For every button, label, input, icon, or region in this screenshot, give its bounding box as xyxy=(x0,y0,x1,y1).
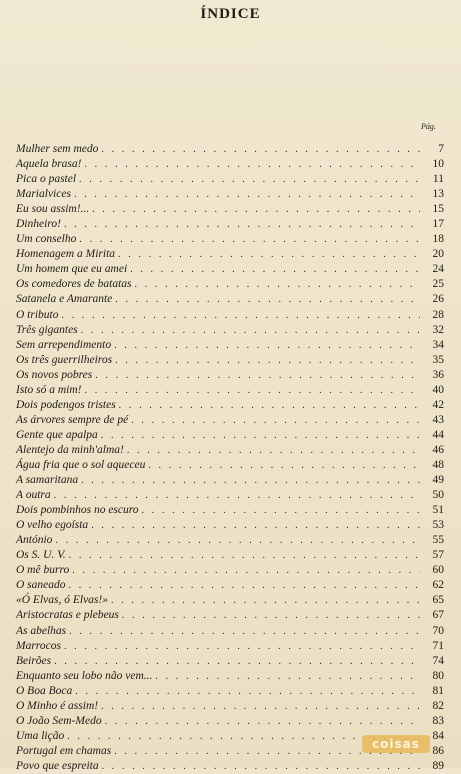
toc-entry-title: Pica o pastel xyxy=(16,173,77,186)
toc-entry-page-number: 46 xyxy=(432,443,444,456)
toc-entry-title: A outra xyxy=(16,489,51,502)
toc-entry-title: Um conselho xyxy=(16,233,77,246)
toc-entry-title: Isto só a mim! xyxy=(16,383,82,396)
dot-leader xyxy=(115,353,420,368)
toc-entry-page-number: 15 xyxy=(432,203,444,216)
toc-entry-title: O João Sem-Medo xyxy=(16,714,102,727)
toc-entry xyxy=(16,458,444,473)
toc-entry xyxy=(16,639,444,654)
dot-leader xyxy=(127,443,420,458)
toc-entry-title: Dinheiro! xyxy=(16,218,61,231)
toc-entry-title: Marrocos xyxy=(16,639,61,652)
toc-entry xyxy=(16,699,444,714)
dot-leader xyxy=(85,383,421,398)
toc-entry xyxy=(16,353,444,368)
toc-entry-title: Três gigantes xyxy=(16,323,78,336)
toc-entry-page-number: 36 xyxy=(432,368,444,381)
page-title: ÍNDICE xyxy=(200,6,261,22)
dot-leader xyxy=(130,262,420,277)
toc-entry-title: Os comedores de batatas xyxy=(16,278,132,291)
toc-entry-page-number: 82 xyxy=(432,699,444,712)
toc-entry xyxy=(16,654,444,669)
toc-entry-page-number: 49 xyxy=(432,474,444,487)
toc-entry xyxy=(16,503,444,518)
toc-entry xyxy=(16,684,444,699)
dot-leader xyxy=(54,488,420,503)
toc-entry xyxy=(16,172,444,187)
toc-entry xyxy=(16,338,444,353)
dot-leader xyxy=(101,142,420,157)
dot-leader xyxy=(79,232,420,247)
dot-leader xyxy=(64,639,420,654)
toc-entry-page-number: 81 xyxy=(432,684,444,697)
toc-entry-title: Beirões xyxy=(16,654,52,667)
toc-entry-page-number: 65 xyxy=(432,594,444,607)
page-column-label: Pág. xyxy=(421,122,436,131)
dot-leader xyxy=(115,292,420,307)
toc-entry-title: O velho egoísta xyxy=(16,519,89,532)
toc-entry-title: Aquela brasa! xyxy=(16,158,82,171)
toc-entry-title: «Ó Elvas, ó Elvas!» xyxy=(16,594,108,607)
toc-entry-page-number: 80 xyxy=(432,669,444,682)
toc-entry xyxy=(16,232,444,247)
dot-leader xyxy=(72,563,420,578)
toc-entry-title: Água fria que o sol aqueceu xyxy=(16,458,146,471)
toc-entry-page-number: 10 xyxy=(432,158,444,171)
toc-entry-page-number: 25 xyxy=(432,278,444,291)
toc-entry xyxy=(16,624,444,639)
dot-leader xyxy=(69,578,420,593)
watermark-logo: coisas xyxy=(362,735,430,753)
toc-entry xyxy=(16,413,444,428)
toc-entry xyxy=(16,323,444,338)
toc-entry-page-number: 24 xyxy=(432,263,444,276)
toc-entry-page-number: 40 xyxy=(432,383,444,396)
toc-entry xyxy=(16,593,444,608)
toc-entry-title: A samaritana xyxy=(16,474,79,487)
dot-leader xyxy=(118,247,420,262)
dot-leader xyxy=(101,428,420,443)
dot-leader xyxy=(62,308,421,323)
dot-leader xyxy=(131,413,420,428)
toc-entry-page-number: 51 xyxy=(432,504,444,517)
toc-entry xyxy=(16,759,444,774)
toc-entry-page-number: 62 xyxy=(432,579,444,592)
dot-leader xyxy=(64,217,420,232)
toc-entry-page-number: 70 xyxy=(432,624,444,637)
toc-entry-page-number: 32 xyxy=(432,323,444,336)
toc-entry xyxy=(16,578,444,593)
toc-entry-page-number: 13 xyxy=(432,188,444,201)
toc-entry-page-number: 26 xyxy=(432,293,444,306)
toc-entry-page-number: 43 xyxy=(432,413,444,426)
toc-entry xyxy=(16,157,444,172)
toc-entry xyxy=(16,368,444,383)
toc-entry xyxy=(16,473,444,488)
toc-entry-page-number: 34 xyxy=(432,338,444,351)
toc-entry-title: O tributo xyxy=(16,308,59,321)
dot-leader xyxy=(55,533,420,548)
toc-entry-title: Uma lição xyxy=(16,729,65,742)
toc-entry-title: Povo que espreita xyxy=(16,759,99,772)
toc-entry-title: Enquanto seu lobo não vem... xyxy=(16,669,153,682)
toc-entry-page-number: 67 xyxy=(432,609,444,622)
dot-leader xyxy=(101,699,420,714)
dot-leader xyxy=(119,398,420,413)
toc-entry-page-number: 53 xyxy=(432,519,444,532)
toc-entry xyxy=(16,247,444,262)
dot-leader xyxy=(142,503,420,518)
toc-entry-title: O saneado xyxy=(16,579,66,592)
dot-leader xyxy=(69,548,420,563)
toc-entry xyxy=(16,669,444,684)
toc-entry-page-number: 50 xyxy=(432,489,444,502)
toc-entry xyxy=(16,202,444,217)
toc-entry-page-number: 57 xyxy=(432,549,444,562)
toc-entry-title: Os S. U. V. xyxy=(16,549,66,562)
toc-entry-page-number: 11 xyxy=(432,173,444,186)
toc-entry-title: As árvores sempre de pé xyxy=(16,413,129,426)
toc-entry-title: Um homem que eu amei xyxy=(16,263,128,276)
toc-entry xyxy=(16,443,444,458)
toc-entry-title: Aristocratas e plebeus xyxy=(16,609,119,622)
toc-entry-page-number: 7 xyxy=(438,143,444,155)
toc-entry-page-number: 74 xyxy=(432,654,444,667)
dot-leader xyxy=(81,323,420,338)
toc-entry-title: Sem arrependimento xyxy=(16,338,112,351)
toc-entry xyxy=(16,187,444,202)
toc-entry-title: Portugal em chamas xyxy=(16,744,112,757)
toc-entry-page-number: 17 xyxy=(432,218,444,231)
dot-leader xyxy=(114,338,420,353)
toc-entry-page-number: 48 xyxy=(432,458,444,471)
dot-leader xyxy=(54,654,420,669)
dot-leader xyxy=(122,608,420,623)
toc-entry-title: Marialvices xyxy=(16,188,71,201)
dot-leader xyxy=(105,714,420,729)
toc-entry-title: Os três guerrilheiros xyxy=(16,353,113,366)
dot-leader xyxy=(135,277,420,292)
toc-entry-title: Gente que apalpa xyxy=(16,428,98,441)
toc-entry-page-number: 84 xyxy=(432,729,444,742)
toc-entry-title: O Boa Boca xyxy=(16,684,73,697)
toc-entry xyxy=(16,217,444,232)
toc-entry xyxy=(16,714,444,729)
toc-entry xyxy=(16,608,444,623)
dot-leader xyxy=(91,518,420,533)
toc-entry-title: Os novos pobres xyxy=(16,368,93,381)
toc-entry-title: António xyxy=(16,534,53,547)
toc-entry-title: As abelhas xyxy=(16,624,67,637)
dot-leader xyxy=(111,593,420,608)
toc-entry-title: Eu sou assim!... xyxy=(16,203,90,216)
toc-entry-page-number: 71 xyxy=(432,639,444,652)
dot-leader xyxy=(102,759,420,774)
toc-entry xyxy=(16,428,444,443)
table-of-contents xyxy=(16,142,444,774)
toc-entry xyxy=(16,262,444,277)
toc-entry xyxy=(16,548,444,563)
toc-entry-title: O mê burro xyxy=(16,564,70,577)
dot-leader xyxy=(84,157,420,172)
toc-entry xyxy=(16,563,444,578)
toc-entry xyxy=(16,277,444,292)
toc-entry xyxy=(16,383,444,398)
toc-entry-title: Dois podengos tristes xyxy=(16,398,116,411)
toc-entry-title: Alentejo da minh'alma! xyxy=(16,443,124,456)
toc-entry-page-number: 60 xyxy=(432,564,444,577)
toc-entry-page-number: 44 xyxy=(432,428,444,441)
toc-entry-title: Dois pombinhos no escuro xyxy=(16,504,139,517)
toc-entry xyxy=(16,398,444,413)
toc-entry-title: Satanela e Amarante xyxy=(16,293,113,306)
toc-entry xyxy=(16,533,444,548)
toc-entry xyxy=(16,292,444,307)
dot-leader xyxy=(95,368,420,383)
toc-entry-page-number: 28 xyxy=(432,308,444,321)
dot-leader xyxy=(75,684,420,699)
toc-entry-title: Mulher sem medo xyxy=(16,143,99,155)
dot-leader xyxy=(69,624,420,639)
dot-leader xyxy=(74,187,420,202)
toc-entry-page-number: 86 xyxy=(432,744,444,757)
toc-entry-page-number: 35 xyxy=(432,353,444,366)
toc-entry-page-number: 55 xyxy=(432,534,444,547)
toc-entry-page-number: 18 xyxy=(432,233,444,246)
toc-entry-title: O Minho é assim! xyxy=(16,699,99,712)
toc-entry-page-number: 83 xyxy=(432,714,444,727)
dot-leader xyxy=(92,202,420,217)
toc-entry xyxy=(16,488,444,503)
toc-entry xyxy=(16,308,444,323)
dot-leader xyxy=(155,669,420,684)
toc-entry-page-number: 89 xyxy=(432,759,444,772)
toc-entry-title: Homenagem a Mirita xyxy=(16,248,116,261)
dot-leader xyxy=(148,458,420,473)
toc-entry xyxy=(16,518,444,533)
dot-leader xyxy=(81,473,420,488)
dot-leader xyxy=(79,172,420,187)
toc-entry xyxy=(16,142,444,157)
toc-entry-page-number: 20 xyxy=(432,248,444,261)
toc-entry-page-number: 42 xyxy=(432,398,444,411)
